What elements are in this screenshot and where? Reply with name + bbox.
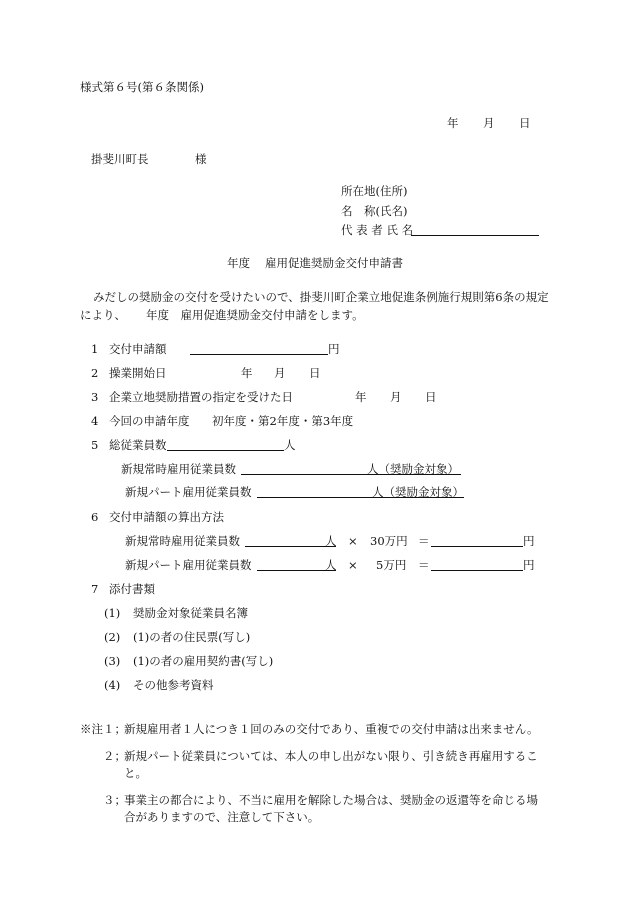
item-2-number: 2 xyxy=(91,366,99,380)
item-4-value: 初年度・第2年度・第3年度 xyxy=(212,414,354,428)
note-3-prefix: ３； xyxy=(103,793,126,807)
attachment-4-number: (4) xyxy=(104,678,121,692)
address-label: 所在地(住所) xyxy=(341,184,408,198)
name-label: 名 称(氏名) xyxy=(341,204,408,218)
item-7-number: 7 xyxy=(91,582,99,596)
item-1-label: 交付申請額 xyxy=(109,342,167,356)
note-3-line-1: 事業主の都合により、不当に雇用を解除した場合は、奨励金の返還等を命じる場 xyxy=(124,793,538,807)
intro-line-2b: 年度 雇用促進奨励金交付申請をします。 xyxy=(146,308,364,322)
item-1-unit: 円 xyxy=(328,342,340,356)
title-year-prefix: 年度 xyxy=(227,256,250,270)
representative-underline xyxy=(411,235,539,236)
attachment-3-number: (3) xyxy=(104,654,121,668)
item-6-row2-count-underline xyxy=(257,570,325,571)
item-1-amount-underline xyxy=(190,354,328,355)
item-5-sub1-unit: 人（奨励金対象） xyxy=(367,462,459,476)
item-6-number: 6 xyxy=(91,510,99,524)
attachment-1-text: 奨励金対象従業員名簿 xyxy=(133,606,248,620)
item-5-sub2-unit: 人（奨励金対象） xyxy=(372,485,464,499)
item-5-sub2-unit-underline xyxy=(372,497,464,498)
item-6-row2-yen-underline xyxy=(431,570,523,571)
item-3-number: 3 xyxy=(91,390,99,404)
note-2-line-2: と。 xyxy=(124,766,147,780)
item-6-row2-rate: 5万円 xyxy=(376,558,407,572)
item-4-label: 今回の申請年度 xyxy=(109,414,190,428)
item-6-row1-unit-underline xyxy=(325,546,336,547)
date-month-label: 月 xyxy=(483,116,495,130)
item-3-year: 年 xyxy=(355,390,367,404)
item-6-row1-times: × xyxy=(348,534,358,548)
attachment-2-number: (2) xyxy=(104,630,121,644)
item-6-row2-yen: 円 xyxy=(523,558,535,572)
item-5-sub1-unit-underline xyxy=(367,474,461,475)
item-6-row2-times: × xyxy=(348,558,358,572)
addressee-honorific: 様 xyxy=(195,152,207,166)
representative-label: 代 表 者 氏 名 xyxy=(341,223,414,237)
item-5-sub1-label: 新規常時雇用従業員数 xyxy=(121,462,236,476)
intro-line-1: みだしの奨励金の交付を受けたいので、掛斐川町企業立地促進条例施行規則第6条の規定 xyxy=(93,290,549,304)
note-1-prefix: ※注１； xyxy=(80,722,126,736)
document-title: 雇用促進奨励金交付申請書 xyxy=(265,256,403,270)
item-5-unit: 人 xyxy=(284,438,296,452)
item-4-number: 4 xyxy=(91,414,99,428)
note-2-line-1: 新規パート従業員については、本人の申し出がない限り、引き続き再雇用するこ xyxy=(124,749,538,763)
item-5-sub2-label: 新規パート雇用従業員数 xyxy=(125,485,252,499)
item-6-row1-unit: 人 xyxy=(325,534,337,548)
item-7-label: 添付書類 xyxy=(109,582,155,596)
note-3-line-2: 合がありますので、注意して下さい。 xyxy=(124,810,320,824)
item-6-row1-rate: 30万円 xyxy=(370,534,408,548)
attachment-3-text: (1)の者の雇用契約書(写し) xyxy=(133,654,274,668)
addressee-name: 掛斐川町長 xyxy=(91,152,149,166)
attachment-4-text: その他参考資料 xyxy=(133,678,214,692)
item-6-row2-unit-underline xyxy=(325,570,336,571)
form-number: 様式第６号(第６条関係) xyxy=(80,80,204,94)
item-2-day: 日 xyxy=(309,366,321,380)
item-6-row1-count-underline xyxy=(245,546,325,547)
note-2-prefix: ２； xyxy=(103,749,126,763)
item-6-row2-label: 新規パート雇用従業員数 xyxy=(125,558,252,572)
item-3-day: 日 xyxy=(425,390,437,404)
item-2-month: 月 xyxy=(274,366,286,380)
item-5-sub2-underline xyxy=(257,497,372,498)
item-6-row2-equals: ＝ xyxy=(418,558,430,572)
item-5-total-underline xyxy=(167,450,284,451)
item-2-year: 年 xyxy=(241,366,253,380)
item-2-label: 操業開始日 xyxy=(109,366,167,380)
attachment-1-number: (1) xyxy=(104,606,121,620)
date-day-label: 日 xyxy=(519,116,531,130)
attachment-2-text: (1)の者の住民票(写し) xyxy=(133,630,251,644)
item-6-row1-yen-underline xyxy=(431,546,523,547)
item-6-row1-label: 新規常時雇用従業員数 xyxy=(125,534,240,548)
item-1-number: 1 xyxy=(91,342,99,356)
date-year-label: 年 xyxy=(447,116,459,130)
item-3-month: 月 xyxy=(390,390,402,404)
note-1-text: 新規雇用者１人につき１回のみの交付であり、重複での交付申請は出来ません。 xyxy=(124,722,539,736)
item-5-label: 総従業員数 xyxy=(109,438,167,452)
item-3-label: 企業立地奨励措置の指定を受けた日 xyxy=(109,390,293,404)
item-5-number: 5 xyxy=(91,438,99,452)
item-6-row2-unit: 人 xyxy=(325,558,337,572)
item-6-row1-yen: 円 xyxy=(523,534,535,548)
item-5-sub1-underline xyxy=(241,474,367,475)
item-6-row1-equals: ＝ xyxy=(418,534,430,548)
intro-line-2a: により、 xyxy=(80,308,126,322)
item-6-label: 交付申請額の算出方法 xyxy=(109,510,224,524)
